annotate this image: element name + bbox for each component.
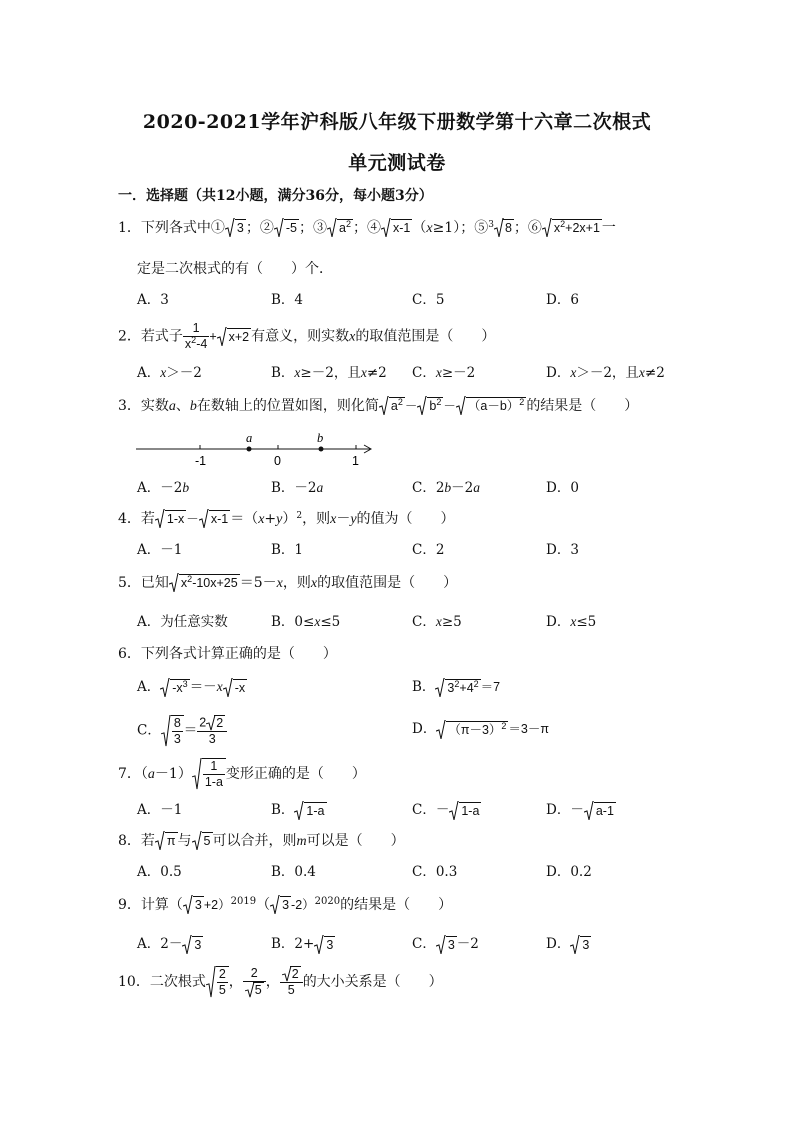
tick-label-minus-1: -1 (195, 454, 207, 468)
separator-text: ；② (245, 220, 274, 236)
root-index: 3 (488, 220, 494, 230)
radical (192, 758, 226, 790)
question-5 (118, 573, 457, 594)
radicand: 3 (194, 898, 202, 912)
option-b[interactable]: B．1 (271, 542, 304, 558)
question-text: 若式子 (140, 328, 183, 345)
radical (270, 895, 291, 915)
radicand: 3 (236, 221, 244, 235)
open-paren: （ (140, 766, 148, 782)
radical: -x (223, 678, 247, 698)
radical: $\frac{8}{3}$ (161, 715, 184, 747)
expression-text: +2） (203, 898, 231, 912)
radical (542, 218, 602, 238)
exponent: 2 (296, 511, 303, 521)
variable-x: x (330, 512, 337, 527)
open-paren: （ (256, 897, 271, 913)
radical (225, 218, 246, 238)
variable-y: y (276, 512, 283, 527)
radicand: 3 (282, 898, 290, 912)
question-2 (118, 321, 495, 352)
radical (199, 509, 230, 529)
question-text-tail: 一 (601, 220, 616, 236)
radicand: π (166, 834, 176, 848)
radicand: 8 (504, 221, 512, 235)
comma: ， (265, 974, 280, 990)
option-a[interactable]: A． $-x^3 =-x$ -x (137, 677, 247, 698)
radicand: a (339, 221, 346, 235)
point-label-a: a (246, 431, 253, 445)
denominator: 1-a (204, 775, 223, 789)
page-title: 2020-2021学年沪科版八年级下册数学第十六章二次根式 (142, 111, 652, 133)
option-d[interactable]: D．0.2 (546, 864, 592, 880)
option-c[interactable]: C．0.3 (412, 864, 458, 880)
variable-b: b (189, 399, 197, 414)
radicand: x-1 (210, 512, 229, 526)
radicand: b (429, 399, 437, 413)
option-c[interactable]: C． 3 －2 (412, 936, 479, 952)
radical: $-x^3$ (160, 678, 189, 698)
option-d[interactable]: D． 3 (546, 936, 590, 952)
question-6 (118, 644, 337, 664)
denominator: 5 (287, 983, 295, 997)
comma: ， (228, 974, 243, 990)
option-d[interactable]: D．0 (546, 480, 579, 496)
option-a[interactable]: A．－1 (137, 542, 183, 558)
option-a[interactable]: A．－1 (137, 802, 183, 818)
option-b[interactable]: B．2+ 3 (271, 936, 334, 952)
option-d[interactable]: D．x＞－2，且x≠2 (546, 365, 665, 381)
point-label-b: b (317, 431, 324, 445)
radicand: 1-x (166, 512, 185, 526)
question-text: ，则 (282, 575, 311, 591)
question-text-tail: 的取值范围是（ ） (317, 575, 458, 591)
radical: $(\pi-3)^2$ (436, 720, 508, 740)
question-text: 在数轴上的位置如图，则化简 (196, 398, 379, 414)
fraction (183, 321, 209, 352)
question-text: 可以合并，则 (212, 833, 297, 849)
numerator: 1 (203, 759, 225, 775)
point-a (247, 447, 252, 452)
radical (206, 966, 229, 998)
numerator: 1 (183, 321, 209, 337)
radical (155, 509, 186, 529)
plus-sign: + (209, 329, 217, 344)
question-text: 下列各式计算正确的是（ ） (140, 646, 337, 662)
option-a[interactable]: A．3 (137, 292, 169, 308)
radicand: 5 (203, 834, 211, 848)
option-c[interactable]: C．x≥－2 (412, 365, 476, 381)
question-number: 7． (118, 766, 141, 782)
separator-text: ；③ (299, 220, 327, 236)
question-1-line2: 定是二次根式的有（ ）个． (137, 261, 333, 277)
question-text: 二次根式 (149, 974, 206, 990)
radicand: x+2 (228, 329, 250, 344)
question-text-tail: 的取值范围是（ ） (355, 328, 496, 345)
option-d[interactable]: D．x≤5 (546, 614, 597, 630)
option-a[interactable]: A．0.5 (137, 864, 182, 880)
question-text-tail: 的大小关系是（ ） (302, 974, 443, 990)
option-d[interactable]: D．－ a-1 (546, 802, 614, 818)
equals-text: ＝5－ (239, 575, 277, 591)
option-b[interactable]: B． $3^2+4^2 =7$ (412, 677, 500, 698)
option-c[interactable]: C．－ 1-a (412, 802, 480, 818)
radicand-rest: -10x+25 (192, 576, 238, 590)
exponent: 2 (191, 335, 197, 345)
radicand: -5 (285, 221, 297, 235)
separator-text: 、 (175, 398, 190, 414)
question-1 (118, 218, 616, 239)
question-8 (118, 831, 405, 852)
question-text: 计算（ (140, 897, 183, 913)
question-text: 若 (140, 833, 155, 849)
option-a[interactable]: A．x＞－2 (137, 365, 202, 381)
question-text: 与 (177, 833, 192, 849)
point-b (319, 447, 324, 452)
question-3 (118, 396, 638, 417)
option-b[interactable]: B．0≤x≤5 (271, 614, 341, 630)
fraction (280, 966, 303, 998)
variable-x: x (310, 576, 318, 591)
minus-sign: － (186, 512, 199, 526)
section-heading: 一．选择题（共12小题，满分36分，每小题3分） (118, 188, 433, 204)
radical (379, 396, 405, 416)
question-number: 3． (118, 398, 141, 414)
expression-text: -2） (291, 898, 315, 912)
variable-y: y (350, 512, 357, 527)
question-text: 若 (140, 511, 155, 527)
question-text-tail: 的结果是（ ） (340, 897, 453, 913)
question-text-tail: 变形正确的是（ ） (225, 766, 366, 782)
option-a[interactable]: A．为任意实数 (137, 614, 228, 630)
numerator: 2 (218, 967, 226, 981)
numerator: 2 (291, 967, 299, 981)
denominator: 5 (218, 983, 226, 997)
question-number: 6． (118, 646, 141, 662)
variable-m: m (296, 834, 307, 849)
expression-text: －1） (154, 766, 192, 782)
option-b[interactable]: B．0.4 (271, 864, 316, 880)
radical (381, 218, 412, 238)
number-line-figure (134, 428, 379, 470)
radicand: a (390, 399, 398, 413)
question-number: 1． (118, 220, 141, 236)
page-subtitle: 单元测试卷 (348, 152, 446, 174)
question-text: 有意义，则实数 (251, 328, 350, 345)
variable-a: a (147, 767, 155, 782)
exponent: 2 (345, 219, 351, 229)
tick-label-0: 0 (274, 454, 281, 468)
exponent: 2019 (230, 896, 257, 907)
question-text-tail: 的结果是（ ） (526, 398, 639, 414)
separator-text: ；⑥ (513, 220, 542, 236)
question-number: 8． (118, 833, 141, 849)
question-9 (118, 895, 452, 915)
radicand: x (180, 576, 188, 590)
variable-x: x (349, 329, 356, 345)
radicand: x (553, 221, 561, 235)
radical (274, 218, 299, 238)
radical (217, 327, 252, 347)
close-paren: ） (282, 511, 297, 527)
option-b[interactable]: B．－2a (271, 480, 324, 496)
option-c[interactable]: C．5 (412, 292, 445, 308)
question-10 (118, 966, 443, 998)
exponent: 2 (397, 397, 403, 407)
minus-sign: － (443, 399, 456, 413)
variable-x: x (426, 221, 433, 236)
radicand: （a－b） (467, 399, 520, 413)
question-text: 实数 (140, 398, 169, 414)
radical (169, 573, 240, 593)
radical (456, 396, 526, 416)
question-text: 下列各式中 (140, 220, 211, 236)
radicand: x-1 (392, 221, 411, 235)
option-b[interactable]: B．4 (271, 292, 304, 308)
question-text: 已知 (140, 575, 169, 591)
radical (327, 218, 353, 238)
question-text-tail: 的值为（ ） (356, 511, 455, 527)
option-c[interactable]: C．2b－2a (412, 480, 481, 496)
exponent: 2020 (314, 896, 341, 907)
option-b[interactable]: B．x≥－2，且x≠2 (271, 365, 387, 381)
radical (183, 895, 204, 915)
exponent: 2 (436, 397, 442, 407)
question-number: 5． (118, 575, 141, 591)
exponent: 2 (187, 574, 193, 584)
tick-label-1: 1 (352, 454, 359, 468)
question-number: 10． (118, 974, 150, 990)
radical: $3^2+4^2$ (435, 678, 480, 698)
circled-number: ① (210, 220, 225, 236)
equals-open: ＝（ (230, 511, 259, 527)
option-d[interactable]: D．3 (546, 542, 579, 558)
radical (417, 396, 443, 416)
question-number: 9． (118, 897, 141, 913)
radical (192, 831, 213, 851)
option-a[interactable]: A．－2b (137, 480, 190, 496)
condition-text: ≥1）；⑤ (432, 220, 489, 236)
option-d[interactable]: D． $(\pi-3)^2 =3-\pi$ (412, 719, 549, 740)
radical (155, 831, 178, 851)
radical (494, 218, 514, 238)
option-b[interactable]: B． 1-a (271, 802, 325, 818)
denominator-rest: -4 (196, 337, 208, 351)
question-number: 4． (118, 511, 141, 527)
minus-sign: － (336, 511, 351, 527)
plus-sign: + (264, 511, 277, 527)
question-number: 2． (118, 328, 141, 345)
option-c[interactable]: C． $\frac{8}{3}$ ＝ 2 2 3 (137, 715, 227, 747)
variable-x: x (276, 576, 283, 591)
fraction (243, 966, 266, 998)
separator-text: ；④ (352, 220, 381, 236)
numerator: 2 (243, 966, 266, 982)
radicand-rest: +2x+1 (565, 221, 600, 235)
variable-x: x (258, 512, 265, 527)
question-text: ，则 (302, 511, 331, 527)
denominator: 5 (254, 983, 262, 997)
option-a[interactable]: A．2－ 3 (137, 936, 202, 952)
variable-a: a (168, 399, 176, 414)
exponent: 2 (560, 219, 566, 229)
option-c[interactable]: C．2 (412, 542, 445, 558)
minus-sign: － (404, 399, 418, 413)
denominator-x: x (184, 337, 192, 351)
condition-open: （ (412, 220, 427, 236)
option-c[interactable]: C．x≥5 (412, 614, 462, 630)
question-text-tail: 可以是（ ） (306, 833, 405, 849)
question-4 (118, 509, 455, 530)
option-d[interactable]: D．6 (546, 292, 579, 308)
question-7 (118, 758, 366, 790)
exponent: 2 (519, 397, 525, 407)
